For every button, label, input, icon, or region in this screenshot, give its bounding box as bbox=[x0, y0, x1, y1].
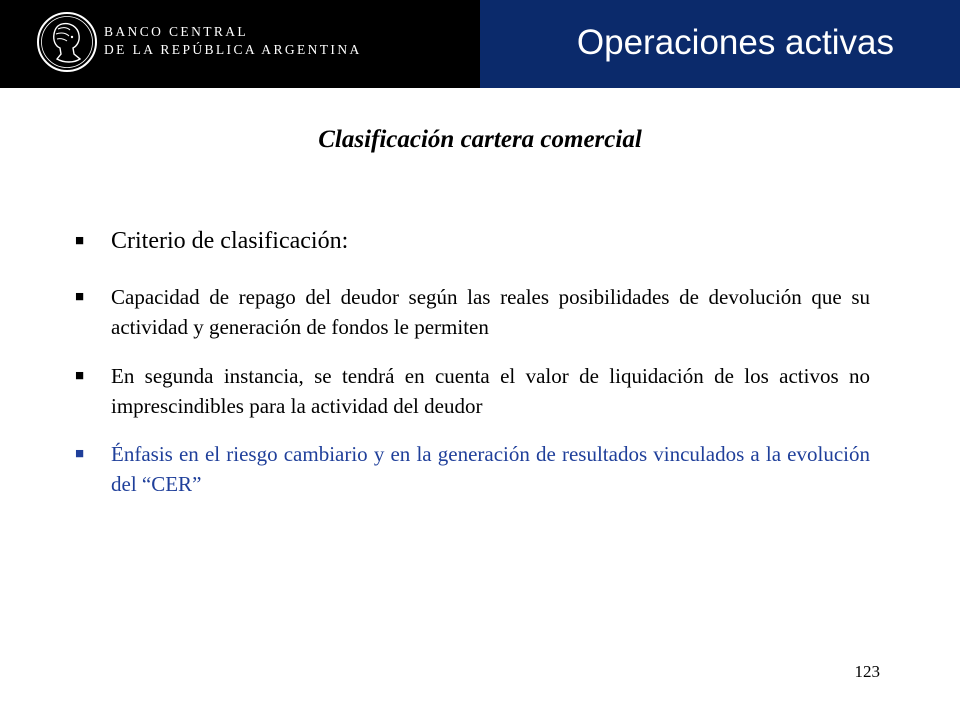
square-bullet-icon: ■ bbox=[75, 289, 85, 305]
logo-line-2: DE LA REPÚBLICA ARGENTINA bbox=[104, 42, 362, 57]
bullet-text: Énfasis en el riesgo cambiario y en la generación de resultados vinculados a la evolución del “CER” bbox=[111, 442, 870, 496]
logo-line-1: BANCO CENTRAL bbox=[104, 24, 249, 39]
header-title: Operaciones activas bbox=[576, 23, 894, 62]
square-bullet-icon: ■ bbox=[75, 368, 85, 384]
bcra-seal-icon bbox=[36, 11, 98, 73]
bullet-text: En segunda instancia, se tendrá en cuenta el valor de liquidación de los activos no imprescindibles para la actividad del deudor bbox=[111, 364, 870, 418]
bullet-item bbox=[75, 282, 870, 342]
bullet-text: Capacidad de repago del deudor según las reales posibilidades de devolución que su actividad y generación de fondos le permiten bbox=[111, 285, 870, 339]
bullet-item bbox=[75, 226, 870, 256]
bullet-item bbox=[75, 439, 870, 499]
bank-logo-text bbox=[104, 23, 362, 59]
page-number: 123 bbox=[854, 662, 880, 681]
bullet-item bbox=[75, 361, 870, 421]
square-bullet-icon: ■ bbox=[75, 233, 85, 249]
slide-header bbox=[0, 0, 960, 88]
slide-title: Clasificación cartera comercial bbox=[318, 126, 642, 153]
bullet-text: Criterio de clasificación: bbox=[111, 228, 349, 254]
square-bullet-icon: ■ bbox=[75, 446, 85, 462]
